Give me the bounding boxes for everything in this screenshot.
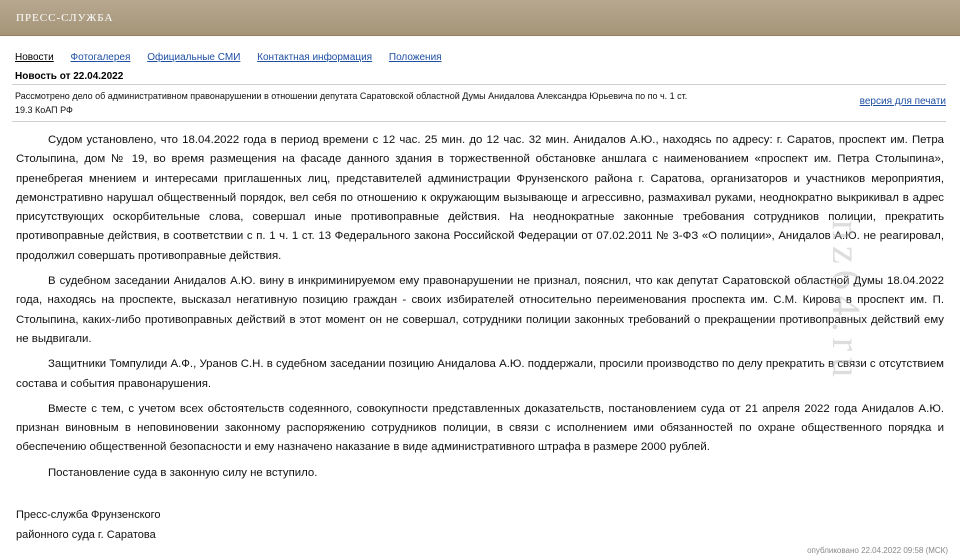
news-subject-line: 19.3 КоАП РФ bbox=[15, 105, 73, 115]
article-body bbox=[16, 131, 944, 489]
signature-line: Пресс-служба Фрунзенского bbox=[16, 509, 161, 521]
divider bbox=[12, 121, 946, 122]
article-paragraph: Вместе с тем, с учетом всех обстоятельств содеянного, совокупности представленных доказательств, постановлением суда от 21 апреля 2022 года Анидалов А.Ю. признан виновным в неповиновении законному распоряжению сотрудников полиции, в связи с исполнением ими обязанностей по охране общественного порядка и обеспечению общественной безопасности и ему назначено наказание в виде административного штрафа в размере 2000 рублей. bbox=[16, 402, 944, 454]
divider bbox=[12, 84, 946, 85]
article-paragraph: Судом установлено, что 18.04.2022 года в период времени с 12 час. 25 мин. до 12 час. 32 мин. Анидалов А.Ю., находясь по адресу: г. Саратов, проспект им. Петра Столыпина, дом № 19, во время размещения на фасаде данного здания в торжественной обстановке аншлага с наименованием «проспект им. Петра Столыпина», пренебрегая мнением и интересами приглашенных лиц, представителей администрации Фрунзенского района г. Саратова, организаторов и участников мероприятия, демонстративно нарушал общественный порядок, вел себя по отношению к окружающим вызывающе и агрессивно, размахивал руками, неоднократно выкрикивал в адрес присутствующих оскорбительные слова, совершал иные противоправные действия. На неоднократные законные требования сотрудников полиции, прекратить противоправные действия, в соответствии с п. 1 ч. 1 ст. 13 Федерального закона Российской Федерации от 07.02.2011 № 3-ФЗ «О полиции», Анидалов А.Ю. не реагировал, продолжил совершать противоправные действия. bbox=[16, 134, 944, 262]
tab-news[interactable]: Новости bbox=[15, 52, 54, 63]
published-timestamp: опубликовано 22.04.2022 09:58 (МСК) bbox=[807, 546, 948, 555]
page-title: ПРЕСС-СЛУЖБА bbox=[16, 12, 114, 24]
header-bar bbox=[0, 0, 960, 36]
print-version-link[interactable]: версия для печати bbox=[859, 96, 946, 107]
article-paragraph: Защитники Томпулиди А.Ф., Уранов С.Н. в судебном заседании позицию Анидалова А.Ю. поддержали, просили производство по делу прекратить в связи с отсутствием состава и события правонарушения. bbox=[16, 358, 944, 390]
article-paragraph: Постановление суда в законную силу не вступило. bbox=[48, 466, 318, 479]
news-subject bbox=[15, 89, 775, 117]
news-subject-line: Рассмотрено дело об административном правонарушении в отношении депутата Саратовской областной Думы Анидалова Александра Юрьевича по по ч. 1 ст. bbox=[15, 91, 688, 101]
tab-regulations[interactable]: Положения bbox=[388, 52, 442, 63]
watermark: nz64.ru bbox=[824, 220, 869, 384]
tab-photo-gallery[interactable]: Фотогалерея bbox=[70, 52, 131, 63]
tab-official-media[interactable]: Официальные СМИ bbox=[147, 52, 241, 63]
article-paragraph: В судебном заседании Анидалов А.Ю. вину в инкриминируемом ему правонарушении не признал, пояснил, что как депутат Саратовской областной Думы 18.04.2022 года, находясь на проспекте, высказал негативную позицию граждан - своих избирателей относительно переименования проспекта им. С.М. Кирова в проспект им. П. Столыпина, каких-либо противоправных действий в этот момент он не совершал, сотрудники полиции законных требований о прекращении противоправных действий ему не выдвигали. bbox=[16, 275, 944, 345]
tab-contact-info[interactable]: Контактная информация bbox=[257, 52, 373, 63]
nav-tabs bbox=[15, 52, 456, 66]
signature bbox=[16, 505, 161, 545]
news-date-heading: Новость от 22.04.2022 bbox=[15, 71, 124, 82]
signature-line: районного суда г. Саратова bbox=[16, 529, 156, 541]
